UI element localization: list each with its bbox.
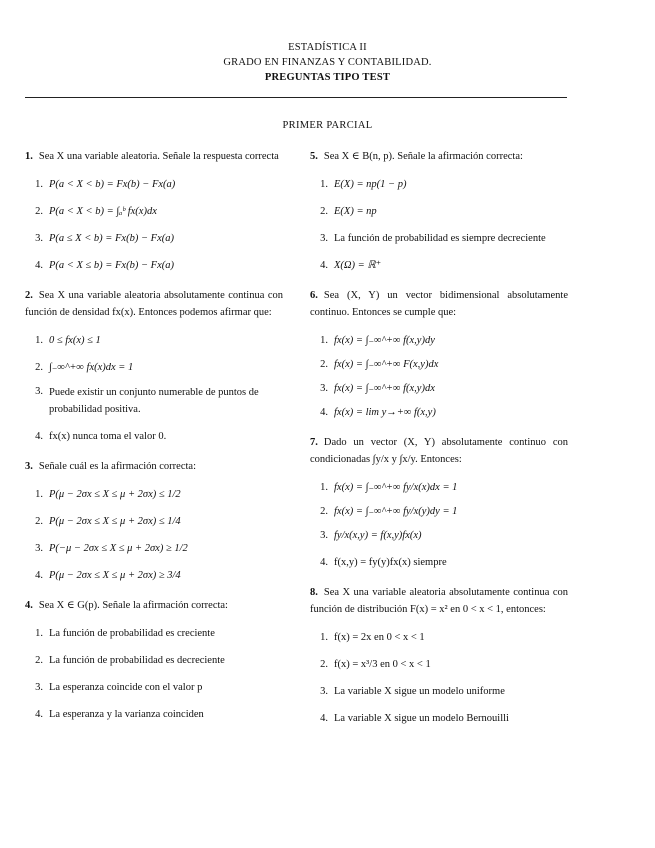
question-1 bbox=[25, 148, 283, 274]
option: 4. La variable X sigue un modelo Bernouilli bbox=[320, 713, 509, 724]
option: 1. fx(x) = ∫₋∞^+∞ fy/x(x)dx = 1 bbox=[320, 482, 458, 493]
option: 1. P(μ − 2σx ≤ X ≤ μ + 2σx) ≤ 1/2 bbox=[35, 489, 181, 500]
question-5 bbox=[310, 148, 568, 274]
options-list bbox=[310, 630, 568, 727]
option: 4. La esperanza y la varianza coinciden bbox=[35, 709, 204, 720]
option: 3. La función de probabilidad es siempre decreciente bbox=[320, 233, 546, 244]
section-title: PRIMER PARCIAL bbox=[282, 120, 373, 131]
question-stem: 2. Sea X una variable aleatoria absolutamente continua con función de densidad fx(x). Entonces podemos afirmar que: bbox=[25, 290, 283, 318]
question-2 bbox=[25, 287, 283, 445]
option: 2. E(X) = np bbox=[320, 206, 377, 217]
option: 2. f(x) = x³/3 en 0 < x < 1 bbox=[320, 659, 431, 670]
question-stem: 4. Sea X ∈ G(p). Señale la afirmación correcta: bbox=[25, 600, 228, 611]
option: 2. P(μ − 2σx ≤ X ≤ μ + 2σx) ≤ 1/4 bbox=[35, 516, 181, 527]
option: 4. f(x,y) = fy(y)fx(x) siempre bbox=[320, 557, 447, 568]
option: 1. E(X) = np(1 − p) bbox=[320, 179, 407, 190]
options-list bbox=[25, 626, 283, 723]
right-column bbox=[310, 148, 568, 740]
option: 3. Puede existir un conjunto numerable de puntos de probabilidad positiva. bbox=[35, 386, 259, 415]
left-column bbox=[25, 148, 283, 736]
option: 1. La función de probabilidad es creciente bbox=[35, 628, 215, 639]
option: 1. f(x) = 2x en 0 < x < 1 bbox=[320, 632, 425, 643]
option: 1. 0 ≤ fx(x) ≤ 1 bbox=[35, 335, 101, 346]
option: 3. La esperanza coincide con el valor p bbox=[35, 682, 203, 693]
test-title: PREGUNTAS TIPO TEST bbox=[264, 72, 391, 83]
document-header bbox=[0, 40, 655, 85]
header-rule bbox=[25, 97, 567, 98]
options-list bbox=[310, 480, 568, 571]
question-stem: 7. Dado un vector (X, Y) absolutamente continuo con condicionadas ∫y/x y ∫x/y. Entonces: bbox=[310, 437, 568, 465]
option: 4. P(a < X ≤ b) = Fx(b) − Fx(a) bbox=[35, 260, 174, 271]
option: 4. X(Ω) = ℝ⁺ bbox=[320, 260, 382, 271]
course-title: ESTADÍSTICA II bbox=[288, 42, 367, 53]
options-list bbox=[310, 333, 568, 421]
option: 3. fy/x(x,y) = f(x,y)fx(x) bbox=[320, 530, 422, 541]
option: 2. fx(x) = ∫₋∞^+∞ fy/x(y)dy = 1 bbox=[320, 506, 458, 517]
question-stem: 1. Sea X una variable aleatoria. Señale la respuesta correcta bbox=[25, 151, 279, 162]
degree-title: GRADO EN FINANZAS Y CONTABILIDAD. bbox=[223, 57, 432, 68]
option: 3. La variable X sigue un modelo uniforme bbox=[320, 686, 505, 697]
question-6 bbox=[310, 287, 568, 421]
options-list bbox=[25, 177, 283, 274]
option: 2. P(a < X < b) = ∫ₐᵇ fx(x)dx bbox=[35, 206, 157, 217]
option: 1. fx(x) = ∫₋∞^+∞ f(x,y)dy bbox=[320, 335, 435, 346]
option: 3. fx(x) = ∫₋∞^+∞ f(x,y)dx bbox=[320, 383, 435, 394]
option: 2. fx(x) = ∫₋∞^+∞ F(x,y)dx bbox=[320, 359, 439, 370]
question-7 bbox=[310, 434, 568, 571]
option: 2. ∫₋∞^+∞ fx(x)dx = 1 bbox=[35, 362, 134, 373]
option: 2. La función de probabilidad es decreciente bbox=[35, 655, 225, 666]
question-3 bbox=[25, 458, 283, 584]
question-stem: 8. Sea X una variable aleatoria absolutamente continua con función de distribución F(x) = x² en 0 < x < 1, entonces: bbox=[310, 587, 568, 615]
options-list bbox=[310, 177, 568, 274]
options-list bbox=[25, 487, 283, 584]
question-stem: 3. Señale cuál es la afirmación correcta: bbox=[25, 461, 196, 472]
option: 3. P(a ≤ X < b) = Fx(b) − Fx(a) bbox=[35, 233, 174, 244]
option: 4. P(μ − 2σx ≤ X ≤ μ + 2σx) ≥ 3/4 bbox=[35, 570, 181, 581]
question-8 bbox=[310, 584, 568, 727]
option: 4. fx(x) nunca toma el valor 0. bbox=[35, 431, 167, 442]
option: 1. P(a < X < b) = Fx(b) − Fx(a) bbox=[35, 179, 176, 190]
option: 3. P(−μ − 2σx ≤ X ≤ μ + 2σx) ≥ 1/2 bbox=[35, 543, 188, 554]
option: 4. fx(x) = lim y→+∞ f(x,y) bbox=[320, 407, 436, 418]
options-list bbox=[25, 333, 283, 445]
question-4 bbox=[25, 597, 283, 723]
question-stem: 6. Sea (X, Y) un vector bidimensional absolutamente continuo. Entonces se cumple que: bbox=[310, 290, 568, 318]
question-stem: 5. Sea X ∈ B(n, p). Señale la afirmación correcta: bbox=[310, 151, 523, 162]
